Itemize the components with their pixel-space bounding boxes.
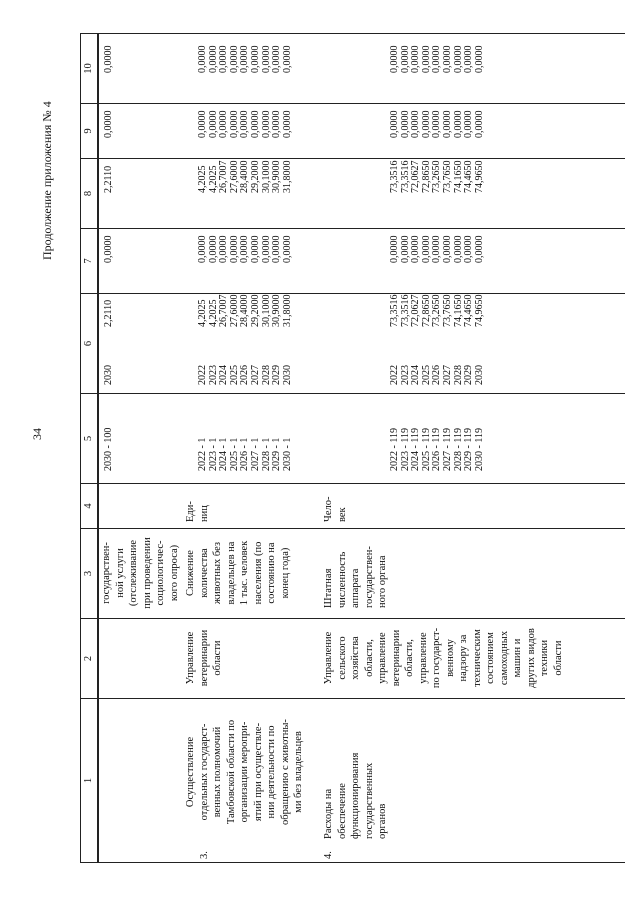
row3-v10: 0,0000 0,0000 0,0000 0,0000 0,0000 0,0000 0,0000 0,0000 0,0000	[197, 45, 293, 73]
row3-v8: 4,2025 4,2025 26,7007 27,6000 28,4000 29,2000 30,1000 30,9000 31,8000	[197, 160, 293, 193]
row4-indicator-line: Штатная	[323, 568, 334, 608]
page-number: 34	[30, 428, 44, 440]
row3-v7: 0,0000 0,0000 0,0000 0,0000 0,0000 0,0000 0,0000 0,0000 0,0000	[197, 235, 293, 263]
row4-v6: 73,3516 73,3516 72,0627 72,8650 73,2650 73,7650 74,1650 74,4650 74,9650	[389, 294, 485, 327]
row4-executor-line: хозяйства	[350, 636, 361, 680]
row4-executor-line: других видов	[525, 628, 537, 688]
row3-indicator-line: количества	[198, 548, 210, 598]
row4-executor-line: Управление	[323, 631, 334, 685]
row4-number: 4.	[323, 851, 334, 859]
row3-indicator-line: состоянию на	[266, 542, 277, 604]
row4-executor-line: по государст-	[431, 627, 442, 689]
header-note: Продолжение приложения № 4	[40, 101, 54, 260]
cont-indicator	[100, 528, 181, 618]
row3-years: 2022 2023 2024 2025 2026 2027 2028 2029 2030	[197, 365, 293, 385]
row3-indicator-line: конец года)	[279, 547, 291, 599]
cont-indicator-line: (отслеживание	[128, 539, 139, 607]
cont-indicator-line: государствен-	[101, 542, 112, 604]
col-header-2: 2	[80, 619, 99, 698]
row3-indicator-line: 1 тыс. человек	[239, 540, 250, 606]
row4-executor-line: надзору за	[458, 634, 469, 682]
row4-v7: 0,0000 0,0000 0,0000 0,0000 0,0000 0,0000 0,0000 0,0000 0,0000	[389, 235, 485, 263]
row4-executor	[322, 618, 565, 698]
row3-indicator-line: животных без	[212, 541, 223, 605]
row4-indicator-line: государствен-	[363, 546, 375, 608]
cont-year: 2030	[103, 365, 114, 385]
row4-name-line: государственных	[363, 762, 375, 839]
cont-indicator-line: социологичес-	[155, 540, 166, 606]
row3-indicator-line: Снижение	[185, 550, 196, 596]
row3-executor	[184, 618, 225, 698]
row4-name-line: функционирования	[350, 752, 361, 839]
cont-code: 2030 - 100	[103, 427, 114, 471]
row3-name-line: венных полномочий	[212, 726, 223, 818]
row4-executor-line: техники	[539, 639, 550, 677]
col-10	[80, 33, 625, 103]
row4-executor-line: сельского	[336, 636, 348, 680]
col-header-4: 4	[80, 484, 99, 528]
cont-v10: 0,0000	[103, 45, 114, 73]
col-header-10: 10	[80, 34, 99, 103]
header-frame	[80, 33, 98, 863]
row3-indicator	[184, 528, 292, 618]
row3-executor-line: ветеринарии	[198, 629, 210, 687]
row4-executor-line: ветеринарии	[390, 629, 402, 687]
row3-v6: 4,2025 4,2025 26,7007 27,6000 28,4000 29,2000 30,1000 30,9000 31,8000	[197, 294, 293, 327]
row4-executor-line: техническим	[471, 629, 483, 687]
row3-name-line: отдельных государст-	[198, 723, 210, 821]
cont-indicator-line: при проведении	[141, 537, 153, 609]
row4-v9: 0,0000 0,0000 0,0000 0,0000 0,0000 0,0000 0,0000 0,0000 0,0000	[389, 110, 485, 138]
row3-indicator-line: владельцев на	[225, 541, 237, 605]
row3-name-line: Тамбовской области по	[225, 719, 237, 825]
col-header-5: 5	[80, 394, 99, 483]
data-table	[80, 33, 625, 863]
cont-indicator-line: кого опроса)	[168, 544, 180, 602]
row3-name-line: организации меропри-	[239, 721, 250, 823]
row3-name-line: Осуществление	[185, 736, 196, 808]
row4-name	[322, 753, 390, 839]
row3-unit	[184, 501, 211, 522]
row4-indicator-line: численность	[336, 551, 348, 608]
row4-executor-line: состоянием	[485, 632, 496, 684]
col-header-8: 8	[80, 159, 99, 228]
row4-indicator	[322, 546, 390, 608]
row4-v10: 0,0000 0,0000 0,0000 0,0000 0,0000 0,0000 0,0000 0,0000 0,0000	[389, 45, 485, 73]
cont-indicator-line: ной услуги	[114, 548, 126, 598]
row4-executor-line: машин и	[512, 638, 523, 678]
cont-v9: 0,0000	[103, 110, 114, 138]
row3-name-line: ми без владельцев	[293, 731, 304, 813]
row3-name-line: нии деятельности по	[266, 725, 277, 819]
cont-v8: 2,2110	[103, 165, 114, 193]
cont-v6: 2,2110	[103, 299, 114, 327]
col-4	[80, 483, 625, 528]
col-5	[80, 393, 625, 483]
row4-codes: 2022 - 119 2023 - 119 2024 - 119 2025 - 119 2026 - 119 2027 - 119 2028 - 119 2029 - 119 2030 - 119	[389, 428, 485, 471]
row4-name-line: Расходы на	[323, 788, 334, 839]
col-header-1: 1	[80, 699, 99, 862]
row3-name-line: ятий при осуществле-	[252, 722, 264, 822]
row3-indicator-line: населения (по	[252, 541, 264, 605]
row4-executor-line: области,	[363, 639, 375, 677]
row4-unit-line: век	[336, 507, 348, 522]
row4-executor-line: области,	[404, 639, 415, 677]
row4-executor-line: самоходных	[498, 630, 510, 686]
row3-unit-line: Еди-	[185, 501, 196, 522]
col-6	[80, 293, 625, 393]
row3-unit-line: ниц	[198, 505, 210, 522]
row3-number: 3.	[199, 851, 210, 859]
col-header-7: 7	[80, 229, 99, 293]
col-header-6: 6	[80, 294, 99, 393]
row4-unit	[322, 497, 349, 522]
header-note-wrap	[40, 60, 60, 260]
cont-v7: 0,0000	[103, 235, 114, 263]
col-8	[80, 158, 625, 228]
row3-name-line: обращению с животны-	[279, 719, 291, 825]
col-9	[80, 103, 625, 158]
row3-name	[184, 699, 306, 845]
row4-executor-line: управление	[377, 632, 388, 684]
row3-executor-line: Управление	[185, 631, 196, 685]
row3-codes: 2022 - 1 2023 - 1 2024 - 1 2025 - 1 2026 - 1 2027 - 1 2028 - 1 2029 - 1 2030 - 1	[197, 437, 293, 471]
row3-executor-line: области	[212, 640, 223, 676]
row4-name-line: органов	[377, 803, 388, 839]
col-header-9: 9	[80, 104, 99, 158]
row3-v9: 0,0000 0,0000 0,0000 0,0000 0,0000 0,0000 0,0000 0,0000 0,0000	[197, 110, 293, 138]
row4-indicator-line: ного органа	[377, 555, 388, 608]
row4-unit-line: Чело-	[323, 496, 334, 522]
row4-executor-line: венному	[444, 639, 456, 677]
row4-executor-line: области	[552, 640, 564, 676]
row4-indicator-line: аппарата	[350, 568, 361, 608]
row4-executor-line: управление	[417, 632, 429, 684]
row4-years: 2022 2023 2024 2025 2026 2027 2028 2029 2030	[389, 365, 485, 385]
col-7	[80, 228, 625, 293]
row4-v8: 73,3516 73,3516 72,0627 72,8650 73,2650 73,7650 74,1650 74,4650 74,9650	[389, 160, 485, 193]
row4-name-line: обеспечение	[336, 783, 348, 839]
col-header-3: 3	[80, 529, 99, 618]
